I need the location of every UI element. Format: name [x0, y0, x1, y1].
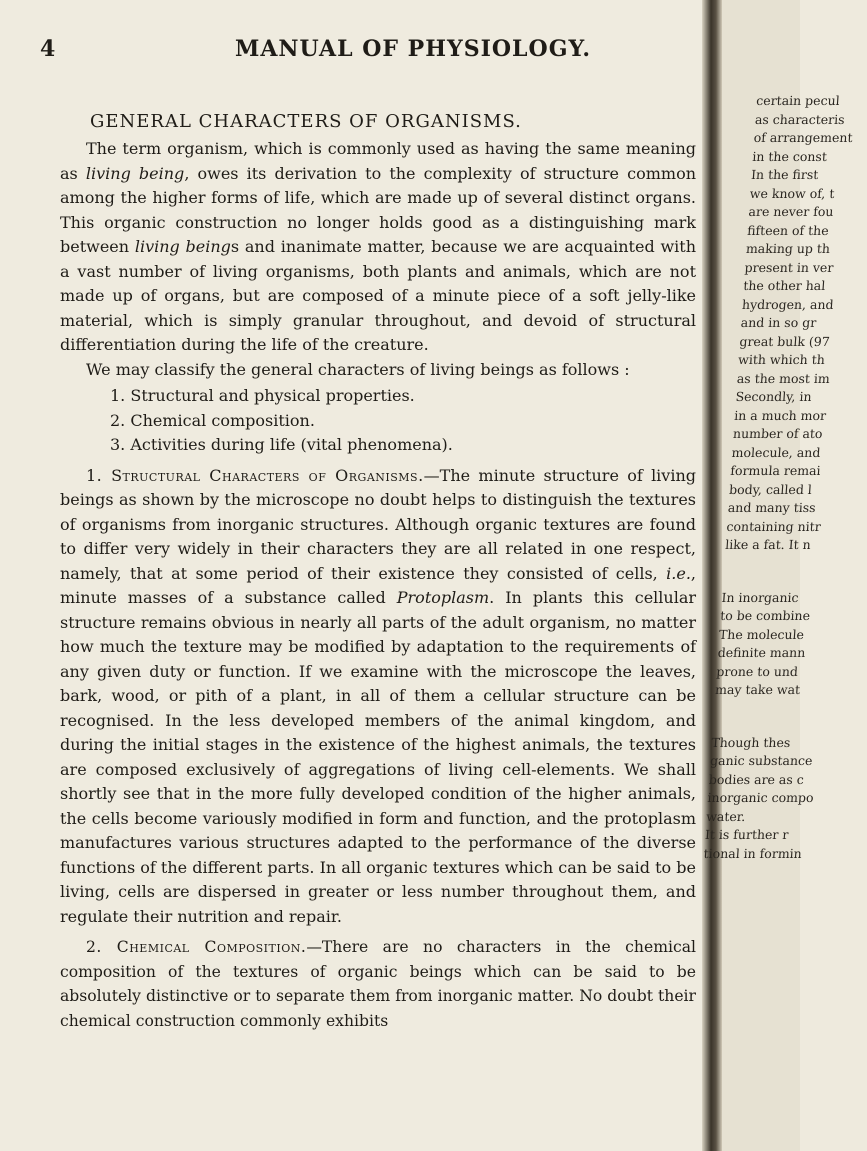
facing-page-text: [703, 92, 867, 863]
facing-line: with which th: [737, 352, 826, 367]
section-title: GENERAL CHARACTERS OF ORGANISMS.: [90, 111, 522, 132]
facing-line: containing nitr: [726, 518, 822, 534]
facing-line: tional in formin: [703, 845, 803, 861]
section-heading-chemical: 2. Chemical Composition.: [86, 938, 307, 956]
facing-line: and many tiss: [727, 500, 817, 515]
section-heading-structural: 1. Structural Characters of Organisms.: [86, 465, 424, 485]
list-item: 2. Chemical composition.: [110, 410, 315, 430]
italic-term: living being: [85, 163, 185, 183]
facing-line: fifteen of the: [746, 222, 830, 238]
facing-line: present in ver: [744, 259, 834, 275]
facing-line: we know of, t: [749, 185, 835, 201]
facing-line: great bulk (97: [739, 333, 831, 349]
facing-line: formula remai: [729, 463, 822, 478]
facing-line: to be combine: [719, 608, 811, 623]
facing-line: as the most im: [736, 370, 831, 386]
facing-line: and in so gr: [740, 315, 817, 330]
facing-line: body, called l: [728, 481, 813, 497]
facing-line: In the first: [750, 167, 819, 182]
facing-line: definite mann: [717, 645, 806, 660]
facing-line: It is further r: [704, 827, 789, 842]
italic-term: i.e.: [666, 563, 691, 583]
italic-term: Protoplasm: [396, 588, 490, 607]
structural-text: —The minute structure of living beings as shown by the microscope no doubt helps to distinguish the textures of organisms from inorganic structures. Although organic textures are found to differ very widely in their characters they are all related in one respect, namely, that at some period of their existence they consisted of cells, i.e., minute masses of a substance called Protoplasm. In plants this cellular structure remains obvious in nearly all parts of the adult organism, no matter how much the texture may be modified by adaptation to the requirements of any given duty or function. If we examine with the microscope the leaves, bark, wood, or pith of a plant, in all of them a cellular structure can be recognised. In the less developed members of the animal kingdom, and during the initial stages in the existence of the highest animals, the textures are composed exclusively of aggregations of living cell-elements. We shall shortly see that in the more fully developed condition of the higher animals, the cells become variously modified in form and function, and the protoplasm manufactures various structures adapted to the performance of the diverse functions of the different parts. In all organic textures which can be said to be living, cells are dispersed in greater or less number throughout them, and regulate their nutrition and repair.: [60, 465, 697, 926]
facing-line: Secondly, in: [735, 389, 813, 404]
body-text: [60, 137, 696, 1033]
facing-line: certain pecul: [755, 93, 841, 108]
facing-line: like a fat. It n: [724, 537, 812, 552]
facing-line: number of ato: [732, 426, 824, 441]
facing-line: of arrangement: [753, 130, 854, 145]
list-item: 1. Structural and physical properties.: [110, 386, 415, 405]
facing-line: inorganic compo: [707, 790, 815, 805]
italic-term: living being: [134, 237, 231, 256]
classify-paragraph: We may classify the general characters of living beings as follows :: [86, 359, 630, 379]
chemical-text: —There are no characters in the chemical composition of the textures of organic beings which can be said to be absolutely distinctive or to separate them from inorganic matter. No doubt their chemical construction commonly exhibits: [60, 938, 696, 1030]
intro-paragraph: The term organism, which is commonly used as having the same meaning as living being, owes its derivation to the complexity of structure common among the higher forms of life, which are made up of several distinct organs. This organic construction no longer holds good as a distinguishing mark between living beings and inanimate matter, because we are acquainted with a vast number of living organisms, both plants and animals, which are not made up of organs, but are composed of a minute piece of a soft jelly-like material, which is simply granular throughout, and devoid of structural differentiation during the life of the creature.: [60, 139, 697, 354]
running-title: MANUAL OF PHYSIOLOGY.: [235, 36, 592, 62]
facing-line: water.: [705, 808, 747, 824]
facing-line: The molecule: [718, 626, 805, 642]
facing-line: ganic substance: [709, 753, 814, 768]
facing-line: In inorganic: [721, 589, 800, 605]
facing-line: bodies are as c: [708, 771, 805, 787]
facing-line: the other hal: [742, 278, 826, 293]
facing-line: as characteris: [754, 111, 846, 127]
chemical-composition-paragraph: [60, 935, 696, 1033]
list-item: 3. Activities during life (vital phenomena).: [110, 435, 453, 454]
facing-line: making up th: [745, 241, 831, 256]
character-list: [60, 384, 696, 458]
facing-line: Though thes: [710, 734, 791, 750]
facing-line: molecule, and: [731, 444, 821, 460]
page-number: 4: [40, 36, 57, 62]
facing-line: hydrogen, and: [741, 296, 835, 312]
facing-line: are never fou: [748, 204, 834, 219]
facing-line: in the const: [751, 148, 828, 164]
facing-line: prone to und: [715, 663, 799, 679]
facing-line: in a much mor: [733, 407, 827, 423]
facing-line: may take wat: [714, 682, 801, 697]
facing-page-edge: [703, 0, 854, 1151]
book-gutter: [702, 0, 722, 1151]
structural-characters-paragraph: [60, 464, 696, 930]
